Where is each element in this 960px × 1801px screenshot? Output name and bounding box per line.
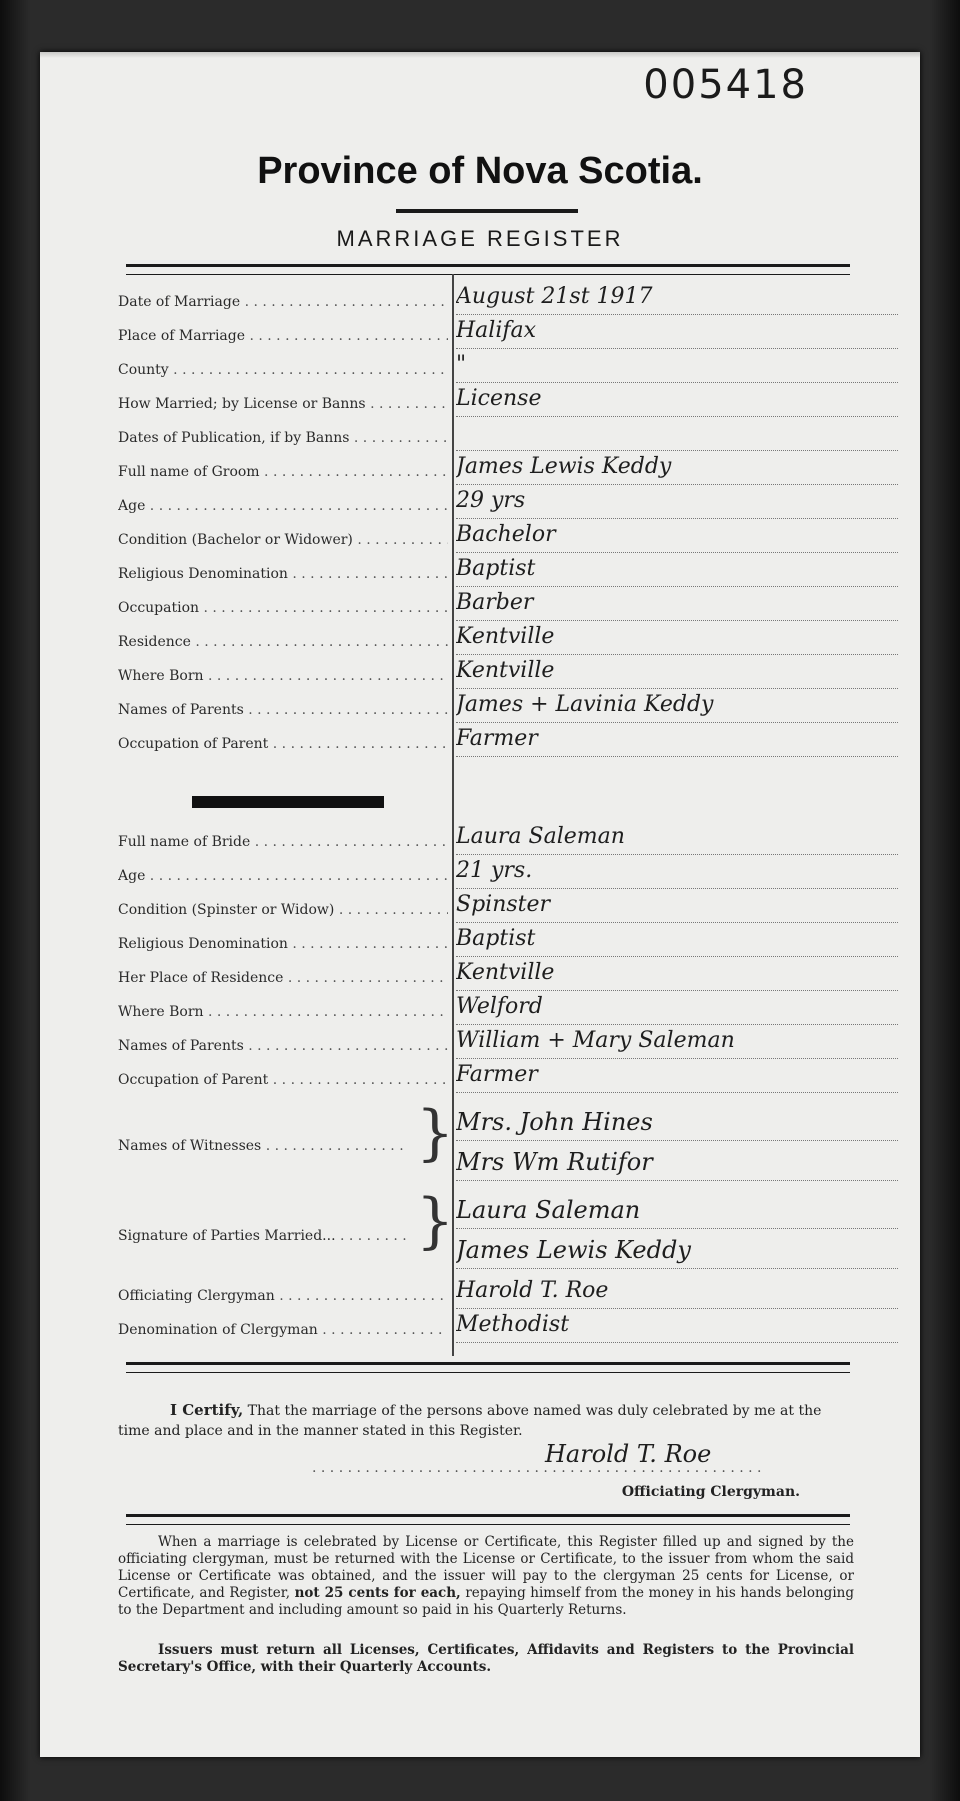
signatures-block bbox=[118, 1196, 898, 1276]
field-label: Place of Marriage . . . bbox=[118, 328, 448, 344]
field-label: Age . . . bbox=[118, 498, 448, 514]
issuers-text: Issuers must return all Licenses, Certificates, Affidavits and Registers to the Provincial Secretary's Office, with their Quarterly Accounts. bbox=[118, 1642, 854, 1675]
field-value: Farmer bbox=[456, 726, 898, 757]
field-value bbox=[456, 420, 898, 451]
witnesses-block bbox=[118, 1108, 898, 1188]
field-value: 21 yrs. bbox=[456, 858, 898, 889]
field-row-bride-name bbox=[118, 824, 898, 858]
field-value: Laura Saleman bbox=[456, 824, 898, 855]
signatures-label: Signature of Parties Married... . . . bbox=[118, 1228, 408, 1244]
field-value: Kentville bbox=[456, 624, 898, 655]
field-row-groom-age bbox=[118, 488, 898, 522]
field-row-groom-parent-occupation bbox=[118, 726, 898, 760]
field-label: Condition (Spinster or Widow) . . . bbox=[118, 902, 448, 918]
signature-line: James Lewis Keddy bbox=[456, 1236, 898, 1269]
field-value: Halifax bbox=[456, 318, 898, 349]
field-row-how-married bbox=[118, 386, 898, 420]
field-row-groom-occupation bbox=[118, 590, 898, 624]
field-row-county bbox=[118, 352, 898, 386]
field-label: How Married; by License or Banns . . . bbox=[118, 396, 448, 412]
clergyman-signature: Harold T. Roe bbox=[545, 1440, 712, 1468]
field-row-bride-parents bbox=[118, 1028, 898, 1062]
field-label: Full name of Groom . . . bbox=[118, 464, 448, 480]
field-row-bride-religion bbox=[118, 926, 898, 960]
signature-brace: } bbox=[416, 1186, 455, 1256]
field-value: Farmer bbox=[456, 1062, 898, 1093]
form-title: Province of Nova Scotia. bbox=[257, 150, 703, 192]
instructions-paragraph bbox=[118, 1534, 854, 1619]
issuers-paragraph bbox=[118, 1642, 854, 1676]
field-value: " bbox=[456, 352, 898, 383]
form-subtitle: MARRIAGE REGISTER bbox=[336, 226, 624, 251]
field-label: Condition (Bachelor or Widower) . . . bbox=[118, 532, 448, 548]
field-label: Religious Denomination . . . bbox=[118, 936, 448, 952]
paper-edge bbox=[40, 52, 920, 58]
field-value: Harold T. Roe bbox=[456, 1278, 898, 1309]
field-label: Dates of Publication, if by Banns . . . bbox=[118, 430, 448, 446]
field-label: Her Place of Residence . . . bbox=[118, 970, 448, 986]
field-row-dates-of-publication bbox=[118, 420, 898, 454]
certify-lead: I Certify, bbox=[170, 1401, 244, 1419]
document-number: 005418 bbox=[643, 62, 808, 108]
field-label: Where Born . . . bbox=[118, 668, 448, 684]
field-value: Spinster bbox=[456, 892, 898, 923]
field-value: Methodist bbox=[456, 1312, 898, 1343]
field-value: William + Mary Saleman bbox=[456, 1028, 898, 1059]
field-value: Barber bbox=[456, 590, 898, 621]
field-row-groom-birthplace bbox=[118, 658, 898, 692]
field-label: Names of Parents . . . bbox=[118, 702, 448, 718]
field-label: Officiating Clergyman . . . bbox=[118, 1288, 448, 1304]
section-divider-bar bbox=[192, 796, 384, 808]
field-label: Residence . . . bbox=[118, 634, 448, 650]
field-value: Baptist bbox=[456, 926, 898, 957]
field-value: Kentville bbox=[456, 658, 898, 689]
field-label: Full name of Bride . . . bbox=[118, 834, 448, 850]
field-row-officiating-clergyman bbox=[118, 1278, 898, 1312]
title-rule bbox=[396, 209, 578, 213]
field-row-groom-name bbox=[118, 454, 898, 488]
field-label: Occupation . . . bbox=[118, 600, 448, 616]
witness-brace: } bbox=[416, 1098, 455, 1168]
notes-rule bbox=[126, 1514, 850, 1525]
witnesses-label: Names of Witnesses . . . bbox=[118, 1138, 408, 1154]
certify-text: That the marriage of the persons above named was duly celebrated by me at the time and place and in the manner stated in this Register. bbox=[118, 1403, 822, 1439]
field-row-groom-parents bbox=[118, 692, 898, 726]
signature-dotted-line: . . . . . . . . . . . . . . . . . . . . . . . . . . . . . . . . . . . . . . . . . . . . . . . . . . . bbox=[312, 1460, 762, 1476]
field-value: Welford bbox=[456, 994, 898, 1025]
instructions-text-b: repaying himself from the money in his hands belonging to the Department and including amount so paid in his Quarterly Returns. bbox=[118, 1585, 854, 1618]
field-value: License bbox=[456, 386, 898, 417]
field-row-date-of-marriage bbox=[118, 284, 898, 318]
field-row-place-of-marriage bbox=[118, 318, 898, 352]
certify-rule bbox=[126, 1362, 850, 1373]
field-value: James + Lavinia Keddy bbox=[456, 692, 898, 723]
clergyman-caption: Officiating Clergyman. bbox=[621, 1484, 800, 1500]
field-label: Age . . . bbox=[118, 868, 448, 884]
certification-statement bbox=[118, 1400, 850, 1441]
field-label: Date of Marriage . . . bbox=[118, 294, 448, 310]
signature-line: Laura Saleman bbox=[456, 1196, 898, 1229]
witness-line: Mrs Wm Rutifor bbox=[456, 1148, 898, 1181]
field-row-groom-residence bbox=[118, 624, 898, 658]
field-value: Baptist bbox=[456, 556, 898, 587]
field-value: James Lewis Keddy bbox=[456, 454, 898, 485]
field-label: Where Born . . . bbox=[118, 1004, 448, 1020]
field-value: 29 yrs bbox=[456, 488, 898, 519]
field-row-groom-condition bbox=[118, 522, 898, 556]
field-label: Occupation of Parent . . . bbox=[118, 736, 448, 752]
field-row-bride-age bbox=[118, 858, 898, 892]
field-label: Denomination of Clergyman . . . bbox=[118, 1322, 448, 1338]
field-label: County . . . bbox=[118, 362, 448, 378]
field-row-clergy-denomination bbox=[118, 1312, 898, 1346]
field-row-bride-birthplace bbox=[118, 994, 898, 1028]
field-label: Occupation of Parent . . . bbox=[118, 1072, 448, 1088]
instructions-text-a: When a marriage is celebrated by License or Certificate, this Register filled up and signed by the officiating clergyman, must be returned with the License or Certificate, to the issuer from whom the said License or Certificate was obtained, and the issuer will pay to the clergyman 25 cents for License, or Certificate, and Register, bbox=[118, 1534, 854, 1601]
header-rule bbox=[126, 264, 850, 275]
instructions-emphasis: not 25 cents for each, bbox=[294, 1585, 461, 1601]
field-row-bride-parent-occupation bbox=[118, 1062, 898, 1096]
field-value: Kentville bbox=[456, 960, 898, 991]
field-value: Bachelor bbox=[456, 522, 898, 553]
field-row-bride-residence bbox=[118, 960, 898, 994]
field-label: Names of Parents . . . bbox=[118, 1038, 448, 1054]
field-value: August 21st 1917 bbox=[456, 284, 898, 315]
field-row-bride-condition bbox=[118, 892, 898, 926]
witness-line: Mrs. John Hines bbox=[456, 1108, 898, 1141]
field-label: Religious Denomination . . . bbox=[118, 566, 448, 582]
marriage-register-form bbox=[40, 52, 920, 1757]
field-row-groom-religion bbox=[118, 556, 898, 590]
